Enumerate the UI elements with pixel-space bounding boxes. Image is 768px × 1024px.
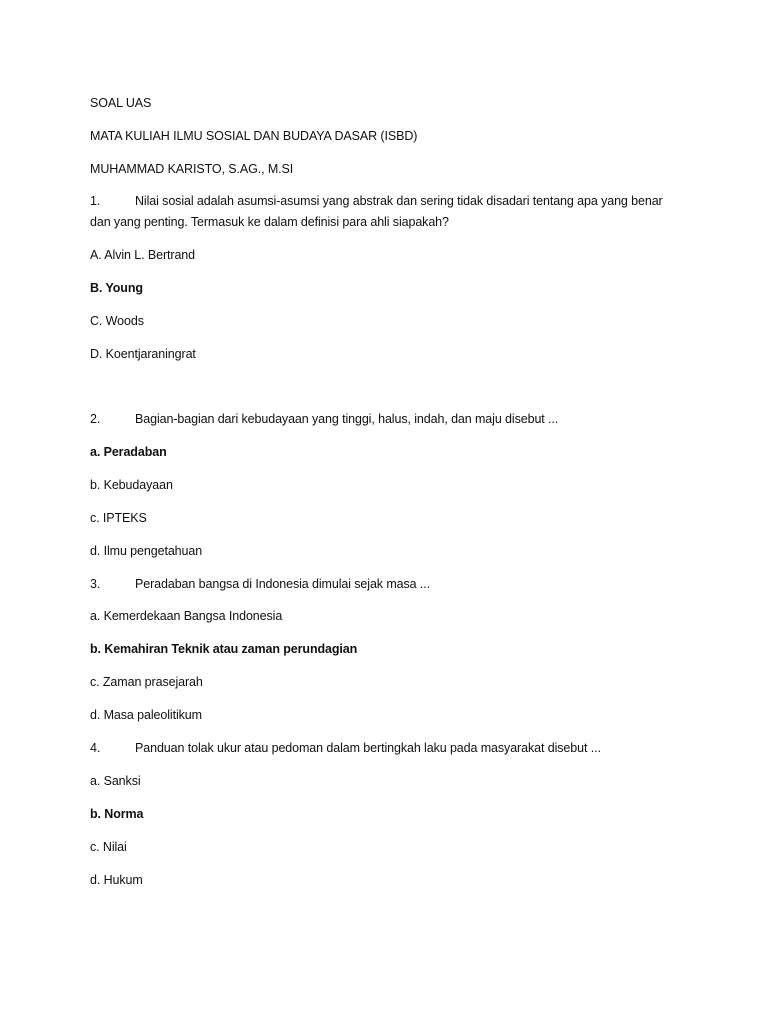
- question-4-option-a: a. Sanksi: [90, 774, 141, 788]
- question-4-option-b: b. Norma: [90, 807, 144, 821]
- question-1-option-b: B. Young: [90, 281, 143, 295]
- question-2-option-c: c. IPTEKS: [90, 511, 147, 525]
- question-1-option-a: A. Alvin L. Bertrand: [90, 248, 196, 262]
- question-text: Panduan tolak ukur atau pedoman dalam bertingkah laku pada masyarakat disebut ...: [135, 741, 601, 755]
- question-number: 2.: [90, 412, 101, 426]
- header-title: SOAL UAS: [90, 96, 152, 110]
- question-text: Nilai sosial adalah asumsi-asumsi yang abstrak dan sering tidak disadari tentang apa yang benar: [135, 194, 663, 208]
- question-4: [90, 740, 601, 756]
- question-1: [90, 193, 663, 209]
- question-number: 4.: [90, 741, 101, 755]
- question-2-option-b: b. Kebudayaan: [90, 478, 173, 492]
- header-course: MATA KULIAH ILMU SOSIAL DAN BUDAYA DASAR (ISBD): [90, 129, 418, 143]
- question-1-continued: dan yang penting. Termasuk ke dalam definisi para ahli siapakah?: [90, 215, 449, 229]
- question-number: 3.: [90, 577, 101, 591]
- question-1-option-d: D. Koentjaraningrat: [90, 347, 196, 361]
- question-1-option-c: C. Woods: [90, 314, 144, 328]
- question-3: [90, 576, 430, 592]
- question-2: [90, 411, 558, 427]
- question-2-option-d: d. Ilmu pengetahuan: [90, 544, 203, 558]
- question-text: Peradaban bangsa di Indonesia dimulai sejak masa ...: [135, 577, 430, 591]
- question-4-option-c: c. Nilai: [90, 840, 127, 854]
- question-4-option-d: d. Hukum: [90, 873, 143, 887]
- question-3-option-d: d. Masa paleolitikum: [90, 708, 202, 722]
- question-3-option-a: a. Kemerdekaan Bangsa Indonesia: [90, 609, 283, 623]
- question-text: Bagian-bagian dari kebudayaan yang tinggi, halus, indah, dan maju disebut ...: [135, 412, 559, 426]
- question-3-option-b: b. Kemahiran Teknik atau zaman perundagian: [90, 642, 358, 656]
- header-lecturer: MUHAMMAD KARISTO, S.AG., M.SI: [90, 162, 294, 176]
- question-2-option-a: a. Peradaban: [90, 445, 167, 459]
- question-number: 1.: [90, 194, 101, 208]
- question-3-option-c: c. Zaman prasejarah: [90, 675, 203, 689]
